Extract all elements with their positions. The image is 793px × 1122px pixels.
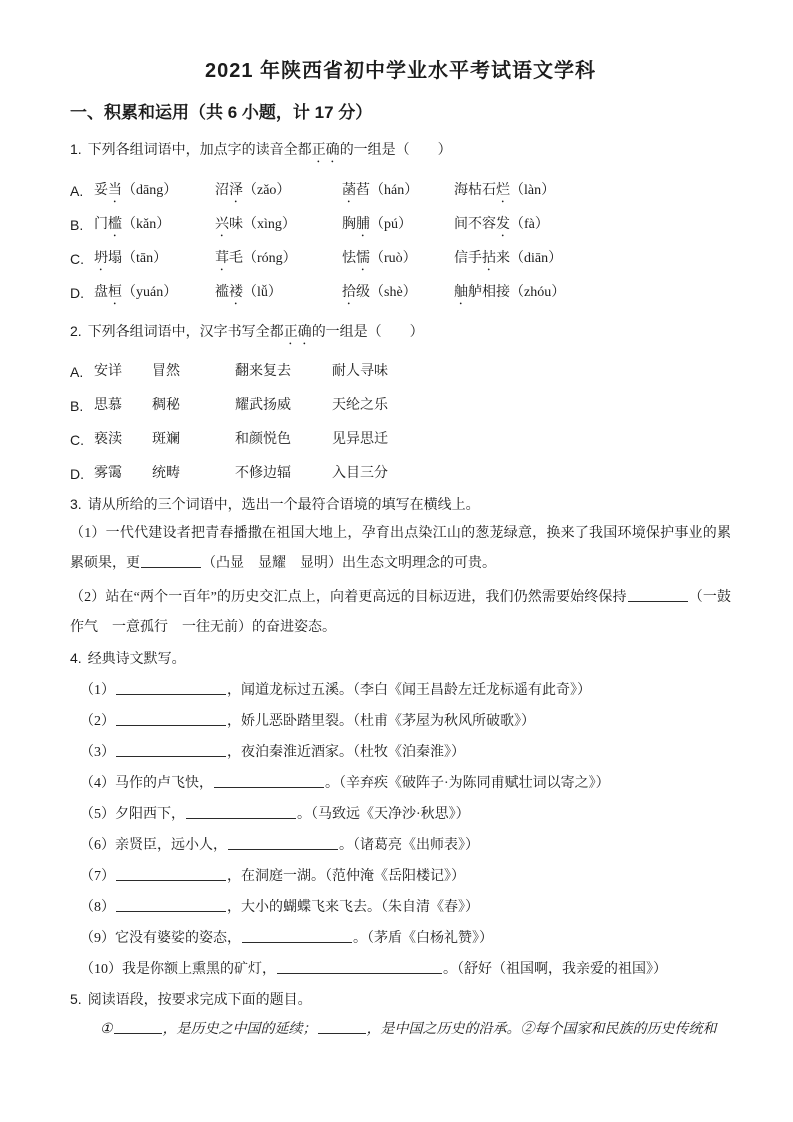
q4-item-3 [70,743,731,763]
item-number: （9） [80,931,115,946]
q1-option-c [70,249,731,274]
q2-c-word-3: 和颜悦色 [235,432,291,447]
q2-option-b [70,396,731,416]
pinyin: （shè） [370,285,417,300]
q5-stem-text: 阅读语段，按要求完成下面的题目。 [87,993,312,1008]
pinyin: （diān） [510,251,563,266]
circled-number-1: ① [100,1022,113,1037]
pinyin: （lǚ） [243,285,282,300]
q1-c-word-4 [454,249,731,274]
q4-stem [70,647,731,671]
q3-item-2 [70,583,731,643]
pinyin: （hán） [370,183,419,198]
answer-blank [116,898,226,912]
q2-b-word-4: 天纶之乐 [332,398,388,413]
word-dotted: 舳 [454,285,468,300]
word-dotted: 槛 [108,217,122,232]
option-letter: A. [70,364,84,380]
q1-c-word-2 [215,249,342,274]
q3-item-1 [70,519,731,579]
q2-stem-post: 的一组是（ ） [311,325,424,340]
item-number: （1） [80,683,115,698]
q2-option-c [70,430,731,450]
word-dotted: 拾 [342,285,356,300]
q1-c-word-3 [342,249,454,274]
item-number: （7） [80,869,115,884]
word-post: 萏 [356,183,370,198]
item-post: 。（辛弃疾《破阵子·为陈同甫赋壮词以寄之》） [325,776,610,791]
q4-item-7 [70,867,731,887]
q1-stem-dotted: 正确 [311,143,340,158]
q2-c-word-4: 见异思迁 [332,432,388,447]
q3-stem-text: 请从所给的三个词语中，选出一个最符合语境的填写在横线上。 [87,498,480,513]
item-post: 。（舒好（祖国啊，我亲爱的祖国》） [443,962,667,977]
item-pre: 它没有婆娑的姿态， [115,931,241,946]
word-dotted: 发 [496,217,510,232]
word-dotted: 烂 [496,183,510,198]
answer-blank [114,1020,162,1034]
word-post: 塌 [108,251,122,266]
q2-d-word-1: 雾霭 [94,466,122,481]
answer-blank [141,554,201,568]
item-number: （6） [80,838,115,853]
q2-option-d [70,464,731,484]
word-pre: 间不容 [454,217,496,232]
q2-b-word-3: 耀武扬威 [235,398,291,413]
item-number: （2） [80,714,115,729]
q1-stem-pre: 下列各组词语中，加点字的读音全都 [87,143,312,158]
word-dotted: 懦 [356,251,370,266]
q2-number: 2. [70,323,82,339]
item-post: ，闻道龙标过五溪。（李白《闻王昌龄左迁龙标遥有此奇》） [227,683,591,698]
word-pre: 海枯石 [454,183,496,198]
q5-passage-seg3: ，是中国之历史的沿承。②每个国家和民族的历史传统和 [366,1022,717,1037]
q4-number: 4. [70,650,82,666]
pinyin: （zhóu） [510,285,566,300]
q3-item-2-text: （2）站在“两个一百年”的历史交汇点上，向着更高远的目标迈进，我们仍然需要始终保持 [70,590,627,605]
pinyin: （zǎo） [243,183,291,198]
pinyin: （róng） [243,251,297,266]
item-number: （10） [80,962,122,977]
q2-a-word-2: 冒然 [152,364,180,379]
q2-b-word-2: 稠秘 [152,398,180,413]
q1-option-a [70,181,731,206]
q2-d-word-2: 统畴 [152,466,180,481]
q1-a-word-3 [342,181,454,206]
option-letter: C. [70,251,84,267]
option-letter: D. [70,285,84,301]
answer-blank [116,681,226,695]
q4-item-8 [70,898,731,918]
q1-d-word-4 [454,283,731,308]
q2-stem-pre: 下列各组词语中，汉字书写全都 [87,325,284,340]
word-dotted: 泽 [229,183,243,198]
q1-c-word-1 [94,249,215,274]
q4-item-9 [70,929,731,949]
q1-a-word-1 [94,181,215,206]
pinyin: （fà） [510,217,549,232]
q2-stem-dotted: 正确 [283,325,312,340]
word-dotted: 菡 [342,183,356,198]
q1-a-word-4 [454,181,731,206]
item-post: 。（诸葛亮《出师表》） [339,838,479,853]
item-number: （8） [80,900,115,915]
option-letter: C. [70,432,84,448]
q4-item-4 [70,774,731,794]
q3-item-2-choices: （一鼓作气 一意孤行 一往无前） [70,590,731,635]
word-pre: 胸 [342,217,356,232]
item-post: ，夜泊秦淮近酒家。（杜牧《泊秦淮》） [227,745,465,760]
pinyin: （kǎn） [122,217,171,232]
word-dotted: 茸 [215,251,229,266]
q1-b-word-2 [215,215,342,240]
item-pre: 我是你额上熏黑的矿灯， [122,962,276,977]
item-pre: 亲贤臣，远小人， [115,838,227,853]
q1-b-word-4 [454,215,731,240]
answer-blank [116,743,226,757]
q3-item-1-post: 出生态文明理念的可贵。 [342,556,496,571]
word-post: 味 [229,217,243,232]
word-pre: 盘 [94,285,108,300]
option-letter: B. [70,217,84,233]
q1-stem-post: 的一组是（ ） [339,143,452,158]
q1-option-b [70,215,731,240]
word-post: 来 [496,251,510,266]
q2-d-word-3: 不修边辐 [235,466,291,481]
q2-stem [70,320,731,348]
pinyin: （làn） [510,183,556,198]
option-letter: D. [70,466,84,482]
section-heading: 一、积累和运用（共 6 小题，计 17 分） [70,103,373,122]
word-pre: 信手 [454,251,482,266]
word-dotted: 兴 [215,217,229,232]
page-title: 2021 年陕西省初中学业水平考试语文学科 [204,60,597,82]
item-post: ，大小的蝴蝶飞来飞去。（朱自清《春》） [227,900,479,915]
pinyin: （dāng） [122,183,178,198]
q2-option-a [70,362,731,382]
q2-a-word-3: 翻来复去 [235,364,291,379]
pinyin: （ruò） [370,251,417,266]
item-post: 。（马致远《天净沙·秋思》） [297,807,470,822]
answer-blank [318,1020,366,1034]
word-pre: 沼 [215,183,229,198]
q1-option-d [70,283,731,308]
q5-number: 5. [70,991,82,1007]
word-post: 毛 [229,251,243,266]
answer-blank [628,588,688,602]
answer-blank [214,774,324,788]
q3-stem [70,493,731,517]
answer-blank [116,867,226,881]
q3-number: 3. [70,496,82,512]
item-post: ，娇儿恶卧踏里裂。（杜甫《茅屋为秋风所破歌》） [227,714,535,729]
q2-b-word-1: 思慕 [94,398,122,413]
answer-blank [116,712,226,726]
q2-a-word-1: 安详 [94,364,122,379]
q4-item-6 [70,836,731,856]
q5-stem [70,988,731,1012]
q4-item-2 [70,712,731,732]
item-number: （3） [80,745,115,760]
q2-c-word-2: 斑斓 [152,432,180,447]
q5-passage [70,1018,731,1042]
q1-b-word-1 [94,215,215,240]
q1-d-word-2 [215,283,342,308]
pinyin: （yuán） [122,285,178,300]
q1-d-word-1 [94,283,215,308]
word-pre: 妥 [94,183,108,198]
pinyin: （xìng） [243,217,296,232]
word-pre: 门 [94,217,108,232]
item-post: ，在洞庭一湖。（范仲淹《岳阳楼记》） [227,869,465,884]
word-dotted: 坍 [94,251,108,266]
answer-blank [228,836,338,850]
word-dotted: 脯 [356,217,370,232]
item-pre: 马作的卢飞快， [115,776,213,791]
pinyin: （tān） [122,251,168,266]
q2-c-word-1: 亵渎 [94,432,122,447]
answer-blank [186,805,296,819]
q4-stem-text: 经典诗文默写。 [87,652,186,667]
q1-b-word-3 [342,215,454,240]
q1-a-word-2 [215,181,342,206]
word-dotted: 当 [108,183,122,198]
item-post: 。（茅盾《白杨礼赞》） [353,931,493,946]
q4-item-10 [70,960,731,980]
q1-stem [70,138,731,166]
q1-d-word-3 [342,283,454,308]
q1-number: 1. [70,141,82,157]
option-letter: A. [70,183,84,199]
word-post: 舻相接 [468,285,510,300]
answer-blank [242,929,352,943]
word-dotted: 褛 [229,285,243,300]
word-dotted: 桓 [108,285,122,300]
word-post: 级 [356,285,370,300]
q4-item-1 [70,681,731,701]
option-letter: B. [70,398,84,414]
q4-item-5 [70,805,731,825]
q3-item-2-post: 的奋进姿态。 [252,620,336,635]
answer-blank [277,960,442,974]
q2-a-word-4: 耐人寻味 [332,364,388,379]
item-number: （5） [80,807,115,822]
word-pre: 怯 [342,251,356,266]
pinyin: （pú） [370,217,412,232]
q5-passage-seg2: ，是历史之中国的延续； [162,1022,317,1037]
word-pre: 褴 [215,285,229,300]
item-pre: 夕阳西下， [115,807,185,822]
item-number: （4） [80,776,115,791]
word-dotted: 拈 [482,251,496,266]
q3-item-1-text: （1）一代代建设者把青春播撒在祖国大地上，孕育出点染江山的葱茏绿意，换来了我国环境保护事业的累累硕果，更 [70,526,731,571]
q3-item-1-choices: （凸显 显耀 显明） [202,556,342,571]
q2-d-word-4: 入目三分 [332,466,388,481]
